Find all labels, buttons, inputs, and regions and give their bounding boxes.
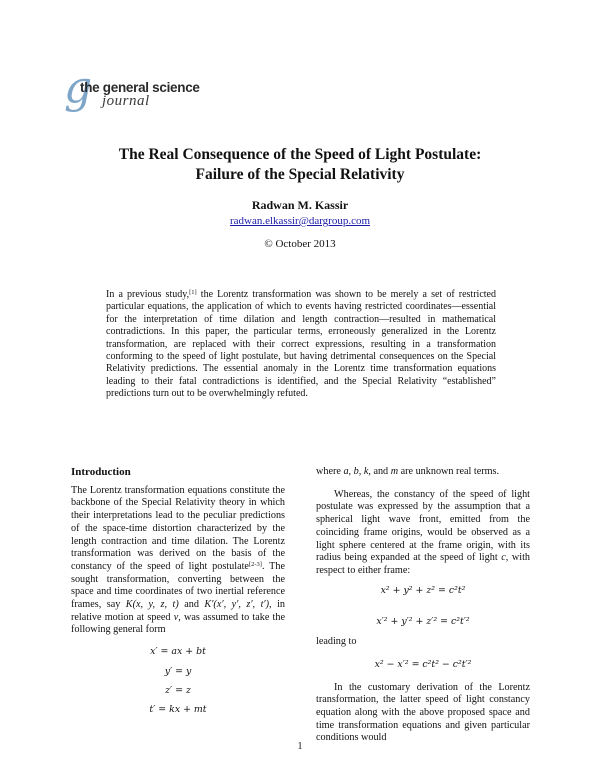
intro-text-c: , in relative motion at speed [71,599,285,623]
sphere-equation-k: x² + y² + z² = c²t² [380,584,466,596]
unknowns-text-c: are unknown real terms. [398,466,500,477]
section-heading-introduction: Introduction [71,466,131,478]
postulate-text-b: , with respect to either frame: [316,552,530,576]
logo-g-glyph: g [64,62,93,113]
intro-text-and: and [178,599,205,611]
unknown-m: m [390,466,399,477]
difference-equation: x² − x′² = c²t² − c²t′² [374,659,472,671]
logo-line2: journal [102,93,150,109]
intro-text-b: . The sought transformation, converting between the space and time coordinates of two inertial reference frames, say [71,560,286,611]
intro-paragraph [71,485,285,637]
author-name: Radwan M. Kassir [251,198,349,212]
paper-title [0,145,600,185]
equation-z: z′ = z [165,684,191,696]
equation-x: x′ = ax + bt [150,646,206,658]
intro-citation[interactable]: [2-3] [248,560,262,568]
unknowns-text-b: and [370,466,391,477]
journal-logo [64,62,200,120]
abstract [106,289,496,401]
postulate-text-a: Whereas, the constancy of the speed of light postulate was expressed by the assumption that a spherical light wave front, emitted from the coinciding frame origins, would be observed as a light sphere centered at the frame origin, with its radius being expanded at the speed of light [316,488,530,564]
frame-k: K(x, y, z, t) [125,599,179,611]
title-line1: The Real Consequence of the Speed of Light Postulate: [118,146,482,163]
frame-k-prime: K′(x′, y′, z′, t′) [204,599,270,611]
copyright-date: © October 2013 [264,238,336,250]
sphere-equation-k-prime: x′² + y′² + z′² = c²t′² [376,616,470,628]
intro-text-a: The Lorentz transformation equations constitute the backbone of the Special Relativity theory in which their interpretations lead to the peculiar predictions of the space-time distortion characterized by the length contraction and time dilation. The Lorentz transformation was derived on the basis of the constancy of the speed of light postulate [71,484,285,572]
left-column [71,466,285,725]
equation-t: t′ = kx + mt [149,704,207,716]
leading-to-text: leading to [316,636,357,648]
intro-text-d: , was assumed to take the following general form [71,611,285,636]
author-email-link[interactable]: radwan.elkassir@dargroup.com [229,215,371,227]
derivation-paragraph: In the customary derivation of the Lorentz transformation, the latter speed of light constancy equation along with the above proposed space and time transformation equations and given particular conditions would [316,681,530,744]
page-number: 1 [297,741,303,752]
abstract-text-a: In a previous study, [106,289,190,300]
abstract-citation[interactable]: [1] [189,289,197,296]
transformation-equations [71,647,285,715]
right-column [316,466,530,745]
speed-v: v [173,611,179,623]
equation-y: y′ = y [164,665,192,677]
title-line2: Failure of the Special Relativity [195,166,405,183]
unknowns-paragraph [316,466,530,479]
postulate-paragraph [316,489,530,578]
unknowns-vars: a, b, k, [343,466,371,477]
logo-line1: the general science [80,80,200,95]
abstract-text-b: the Lorentz transformation was shown to be merely a set of restricted particular equations, the application of which to events having restricted coordinates—essential for the interpretation of time dilation and length contraction—resulted in mathematical contradictions. In this paper, the particular terms, erroneously generalized in the Lorentz transformation, are replaced with their correct expressions, resulting in a transformation conforming to the speed of light postulate, but having detrimental consequences on the Special Relativity predictions. The essential anomaly in the Lorentz time transformation equations leading to their fatal contradictions is identified, and the Special Relativity “established” predictions turn out to be overwhelmingly refuted. [106,289,496,400]
unknowns-text-a: where [316,466,344,477]
speed-c: c [501,552,506,564]
